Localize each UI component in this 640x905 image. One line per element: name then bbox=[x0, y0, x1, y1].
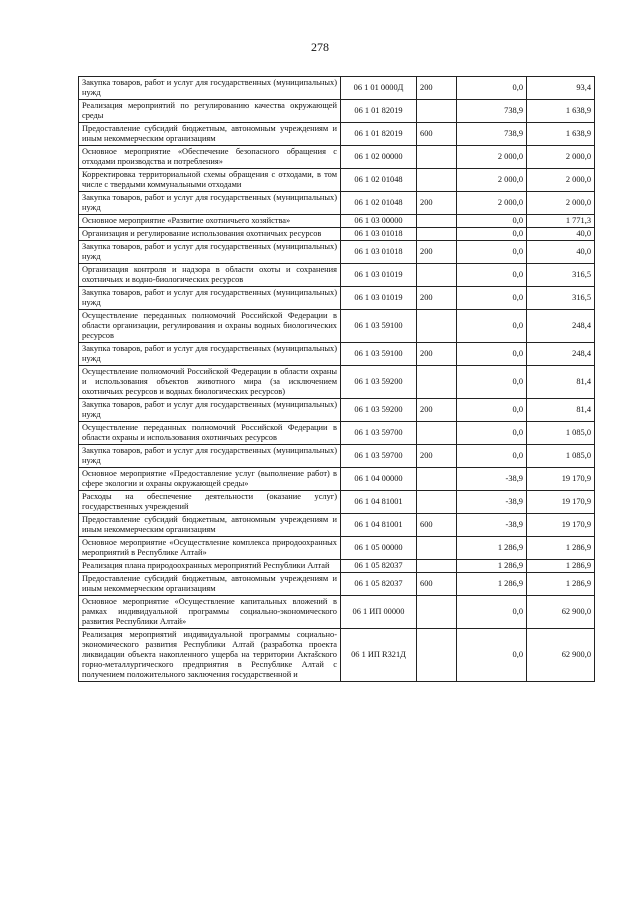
row-expense-type-cell: 200 bbox=[417, 287, 457, 310]
row-code-cell: 06 1 03 00000 bbox=[341, 215, 417, 228]
row-code-cell: 06 1 03 01018 bbox=[341, 228, 417, 241]
row-change-amount-cell: 1 286,9 bbox=[457, 560, 527, 573]
row-code-cell: 06 1 04 81001 bbox=[341, 514, 417, 537]
row-expense-type-cell bbox=[417, 169, 457, 192]
row-total-amount-cell: 1 638,9 bbox=[527, 100, 595, 123]
row-total-amount-cell: 19 170,9 bbox=[527, 491, 595, 514]
row-code-cell: 06 1 03 01019 bbox=[341, 287, 417, 310]
table-row bbox=[79, 77, 595, 100]
row-name-cell: Реализация мероприятий индивидуальной программы социально-экономического развития Республики Алтай (разработка проекта ликвидации объекта накопленного ущерба на территории Актašского горно-металлургического предприятия в Республике Алтай с получением положительного заключения государственной и bbox=[79, 629, 341, 682]
row-name-cell: Реализация мероприятий по регулированию качества окружающей среды bbox=[79, 100, 341, 123]
row-change-amount-cell: 0,0 bbox=[457, 215, 527, 228]
row-name-cell: Закупка товаров, работ и услуг для государственных (муниципальных) нужд bbox=[79, 399, 341, 422]
row-code-cell: 06 1 03 59200 bbox=[341, 366, 417, 399]
table-row bbox=[79, 169, 595, 192]
table-row bbox=[79, 287, 595, 310]
row-name-cell: Расходы на обеспечение деятельности (оказание услуг) государственных учреждений bbox=[79, 491, 341, 514]
table-row bbox=[79, 228, 595, 241]
row-total-amount-cell: 40,0 bbox=[527, 241, 595, 264]
row-name-cell: Организация и регулирование использования охотничьих ресурсов bbox=[79, 228, 341, 241]
row-total-amount-cell: 2 000,0 bbox=[527, 192, 595, 215]
table-row bbox=[79, 629, 595, 682]
row-change-amount-cell: 0,0 bbox=[457, 264, 527, 287]
table-row bbox=[79, 215, 595, 228]
row-change-amount-cell: 0,0 bbox=[457, 596, 527, 629]
row-name-cell: Основное мероприятие «Предоставление услуг (выполнение работ) в сфере экологии и охраны окружающей среды» bbox=[79, 468, 341, 491]
row-name-cell: Реализация плана природоохранных мероприятий Республики Алтай bbox=[79, 560, 341, 573]
table-row bbox=[79, 100, 595, 123]
table-row bbox=[79, 241, 595, 264]
row-total-amount-cell: 2 000,0 bbox=[527, 146, 595, 169]
table-row bbox=[79, 491, 595, 514]
row-change-amount-cell: 0,0 bbox=[457, 343, 527, 366]
row-total-amount-cell: 19 170,9 bbox=[527, 514, 595, 537]
row-expense-type-cell bbox=[417, 629, 457, 682]
row-code-cell: 06 1 05 82037 bbox=[341, 560, 417, 573]
row-name-cell: Осуществление переданных полномочий Российской Федерации в области организации, регулирования и охраны водных биологических ресурсов bbox=[79, 310, 341, 343]
table-row bbox=[79, 192, 595, 215]
row-name-cell: Закупка товаров, работ и услуг для государственных (муниципальных) нужд bbox=[79, 192, 341, 215]
row-expense-type-cell: 200 bbox=[417, 399, 457, 422]
row-expense-type-cell bbox=[417, 215, 457, 228]
row-change-amount-cell: 0,0 bbox=[457, 445, 527, 468]
row-name-cell: Основное мероприятие «Обеспечение безопасного обращения с отходами производства и потребления» bbox=[79, 146, 341, 169]
row-expense-type-cell bbox=[417, 560, 457, 573]
table-row bbox=[79, 422, 595, 445]
row-expense-type-cell: 200 bbox=[417, 192, 457, 215]
row-expense-type-cell bbox=[417, 310, 457, 343]
table-row bbox=[79, 514, 595, 537]
row-change-amount-cell: 2 000,0 bbox=[457, 169, 527, 192]
table-row bbox=[79, 560, 595, 573]
row-code-cell: 06 1 02 01048 bbox=[341, 192, 417, 215]
row-name-cell: Закупка товаров, работ и услуг для государственных (муниципальных) нужд bbox=[79, 77, 341, 100]
row-total-amount-cell: 248,4 bbox=[527, 310, 595, 343]
row-code-cell: 06 1 ИП 00000 bbox=[341, 596, 417, 629]
row-name-cell: Корректировка территориальной схемы обращения с отходами, в том числе с твердыми коммунальными отходами bbox=[79, 169, 341, 192]
row-total-amount-cell: 62 900,0 bbox=[527, 596, 595, 629]
row-change-amount-cell: 0,0 bbox=[457, 287, 527, 310]
row-expense-type-cell bbox=[417, 228, 457, 241]
row-expense-type-cell bbox=[417, 264, 457, 287]
row-expense-type-cell bbox=[417, 491, 457, 514]
row-code-cell: 06 1 03 59700 bbox=[341, 445, 417, 468]
row-total-amount-cell: 93,4 bbox=[527, 77, 595, 100]
row-expense-type-cell bbox=[417, 468, 457, 491]
table-row bbox=[79, 123, 595, 146]
row-total-amount-cell: 316,5 bbox=[527, 287, 595, 310]
row-total-amount-cell: 1 286,9 bbox=[527, 537, 595, 560]
row-total-amount-cell: 1 286,9 bbox=[527, 560, 595, 573]
row-name-cell: Основное мероприятие «Развитие охотничьего хозяйства» bbox=[79, 215, 341, 228]
row-expense-type-cell: 200 bbox=[417, 77, 457, 100]
page-number: 278 bbox=[311, 40, 329, 54]
row-expense-type-cell: 600 bbox=[417, 514, 457, 537]
row-name-cell: Осуществление полномочий Российской Федерации в области охраны и использования объектов животного мира (за исключением охотничьих ресурсов и водных биологических ресурсов) bbox=[79, 366, 341, 399]
row-change-amount-cell: -38,9 bbox=[457, 468, 527, 491]
row-name-cell: Основное мероприятие «Осуществление капитальных вложений в рамках индивидуальной программы социально-экономического развития Республики Алтай» bbox=[79, 596, 341, 629]
budget-table bbox=[78, 76, 595, 682]
table-row bbox=[79, 399, 595, 422]
row-code-cell: 06 1 03 59700 bbox=[341, 422, 417, 445]
row-change-amount-cell: 0,0 bbox=[457, 422, 527, 445]
row-change-amount-cell: 2 000,0 bbox=[457, 146, 527, 169]
row-name-cell: Закупка товаров, работ и услуг для государственных (муниципальных) нужд bbox=[79, 241, 341, 264]
row-expense-type-cell: 200 bbox=[417, 445, 457, 468]
row-expense-type-cell bbox=[417, 366, 457, 399]
row-change-amount-cell: 0,0 bbox=[457, 629, 527, 682]
row-change-amount-cell: 1 286,9 bbox=[457, 537, 527, 560]
row-name-cell: Закупка товаров, работ и услуг для государственных (муниципальных) нужд bbox=[79, 445, 341, 468]
row-name-cell: Закупка товаров, работ и услуг для государственных (муниципальных) нужд bbox=[79, 343, 341, 366]
row-name-cell: Закупка товаров, работ и услуг для государственных (муниципальных) нужд bbox=[79, 287, 341, 310]
row-name-cell: Осуществление переданных полномочий Российской Федерации в области охраны и использования охотничьих ресурсов bbox=[79, 422, 341, 445]
row-name-cell: Организация контроля и надзора в области охоты и сохранения охотничьих и водно-биологических ресурсов bbox=[79, 264, 341, 287]
row-total-amount-cell: 62 900,0 bbox=[527, 629, 595, 682]
row-total-amount-cell: 1 638,9 bbox=[527, 123, 595, 146]
table-row bbox=[79, 310, 595, 343]
row-expense-type-cell: 200 bbox=[417, 241, 457, 264]
row-code-cell: 06 1 05 00000 bbox=[341, 537, 417, 560]
row-total-amount-cell: 40,0 bbox=[527, 228, 595, 241]
row-code-cell: 06 1 02 00000 bbox=[341, 146, 417, 169]
row-code-cell: 06 1 05 82037 bbox=[341, 573, 417, 596]
row-change-amount-cell: 1 286,9 bbox=[457, 573, 527, 596]
row-code-cell: 06 1 04 00000 bbox=[341, 468, 417, 491]
table-row bbox=[79, 573, 595, 596]
row-expense-type-cell bbox=[417, 537, 457, 560]
row-change-amount-cell: 2 000,0 bbox=[457, 192, 527, 215]
row-total-amount-cell: 1 771,3 bbox=[527, 215, 595, 228]
row-expense-type-cell bbox=[417, 100, 457, 123]
row-code-cell: 06 1 04 81001 bbox=[341, 491, 417, 514]
row-total-amount-cell: 316,5 bbox=[527, 264, 595, 287]
row-change-amount-cell: 0,0 bbox=[457, 228, 527, 241]
row-change-amount-cell: 0,0 bbox=[457, 366, 527, 399]
row-change-amount-cell: -38,9 bbox=[457, 514, 527, 537]
table-row bbox=[79, 264, 595, 287]
row-name-cell: Предоставление субсидий бюджетным, автономным учреждениям и иным некоммерческим организациям bbox=[79, 573, 341, 596]
table-row bbox=[79, 146, 595, 169]
row-total-amount-cell: 1 085,0 bbox=[527, 445, 595, 468]
row-total-amount-cell: 1 085,0 bbox=[527, 422, 595, 445]
row-code-cell: 06 1 01 82019 bbox=[341, 100, 417, 123]
row-code-cell: 06 1 03 01018 bbox=[341, 241, 417, 264]
row-total-amount-cell: 1 286,9 bbox=[527, 573, 595, 596]
row-expense-type-cell bbox=[417, 422, 457, 445]
row-name-cell: Основное мероприятие «Осуществление комплекса природоохранных мероприятий в Республике Алтай» bbox=[79, 537, 341, 560]
row-name-cell: Предоставление субсидий бюджетным, автономным учреждениям и иным некоммерческим организациям bbox=[79, 514, 341, 537]
row-code-cell: 06 1 03 59100 bbox=[341, 343, 417, 366]
row-code-cell: 06 1 02 01048 bbox=[341, 169, 417, 192]
table-row bbox=[79, 468, 595, 491]
row-code-cell: 06 1 03 01019 bbox=[341, 264, 417, 287]
row-expense-type-cell bbox=[417, 146, 457, 169]
row-total-amount-cell: 248,4 bbox=[527, 343, 595, 366]
row-total-amount-cell: 81,4 bbox=[527, 366, 595, 399]
table-row bbox=[79, 445, 595, 468]
table-row bbox=[79, 596, 595, 629]
table-row bbox=[79, 537, 595, 560]
budget-table-body bbox=[79, 77, 595, 682]
row-change-amount-cell: 738,9 bbox=[457, 123, 527, 146]
row-code-cell: 06 1 03 59100 bbox=[341, 310, 417, 343]
table-row bbox=[79, 343, 595, 366]
row-change-amount-cell: -38,9 bbox=[457, 491, 527, 514]
row-total-amount-cell: 81,4 bbox=[527, 399, 595, 422]
row-change-amount-cell: 0,0 bbox=[457, 77, 527, 100]
row-code-cell: 06 1 03 59200 bbox=[341, 399, 417, 422]
row-expense-type-cell bbox=[417, 596, 457, 629]
row-expense-type-cell: 600 bbox=[417, 573, 457, 596]
row-expense-type-cell: 600 bbox=[417, 123, 457, 146]
row-change-amount-cell: 0,0 bbox=[457, 310, 527, 343]
row-change-amount-cell: 738,9 bbox=[457, 100, 527, 123]
row-code-cell: 06 1 ИП R321Д bbox=[341, 629, 417, 682]
row-code-cell: 06 1 01 82019 bbox=[341, 123, 417, 146]
row-name-cell: Предоставление субсидий бюджетным, автономным учреждениям и иным некоммерческим организациям bbox=[79, 123, 341, 146]
row-code-cell: 06 1 01 0000Д bbox=[341, 77, 417, 100]
row-total-amount-cell: 2 000,0 bbox=[527, 169, 595, 192]
table-row bbox=[79, 366, 595, 399]
row-total-amount-cell: 19 170,9 bbox=[527, 468, 595, 491]
row-change-amount-cell: 0,0 bbox=[457, 399, 527, 422]
row-expense-type-cell: 200 bbox=[417, 343, 457, 366]
row-change-amount-cell: 0,0 bbox=[457, 241, 527, 264]
